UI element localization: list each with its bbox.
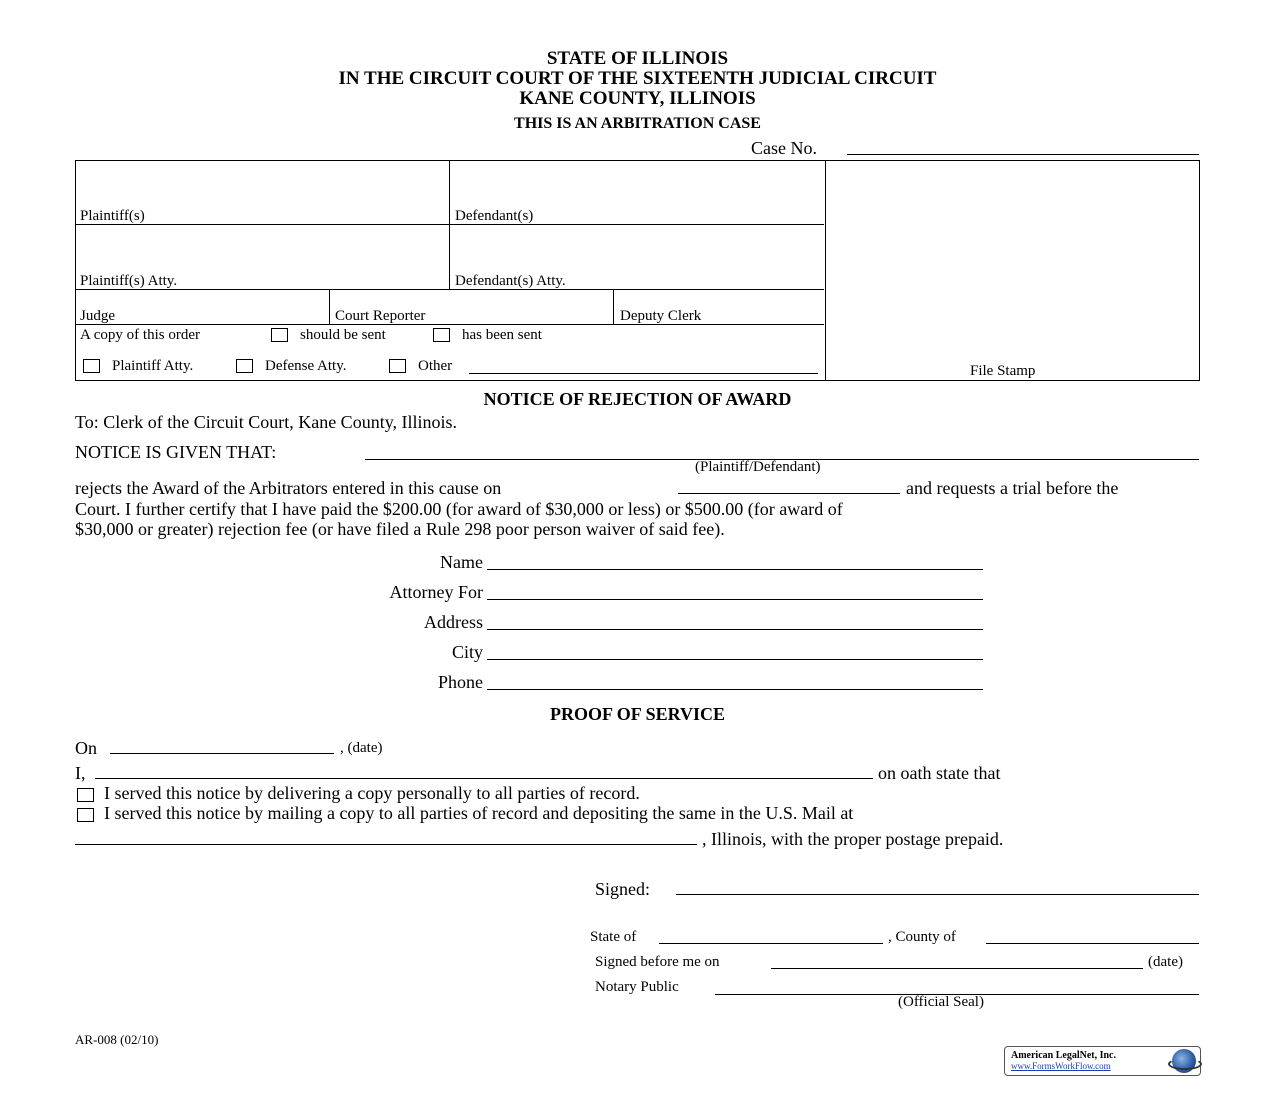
copy-order-label: A copy of this order bbox=[80, 327, 200, 343]
notary-date-field[interactable] bbox=[771, 968, 1143, 969]
other-label: Other bbox=[418, 358, 453, 374]
defendants-label: Defendant(s) bbox=[455, 208, 534, 224]
i-label: I, bbox=[75, 763, 86, 783]
name-field[interactable] bbox=[487, 569, 983, 570]
award-date-field[interactable] bbox=[678, 493, 900, 494]
notary-label: Notary Public bbox=[595, 979, 679, 995]
mail-city-field[interactable] bbox=[75, 844, 697, 845]
served-mail-checkbox[interactable] bbox=[77, 808, 94, 822]
phone-field[interactable] bbox=[487, 689, 983, 690]
oath-label: on oath state that bbox=[878, 763, 1001, 783]
state-of-label: State of bbox=[590, 929, 637, 945]
plaintiff-atty-checkbox[interactable] bbox=[83, 359, 100, 373]
state-field[interactable] bbox=[659, 943, 883, 944]
address-label: Address bbox=[424, 612, 483, 632]
deputy-clerk-label: Deputy Clerk bbox=[620, 308, 702, 324]
case-no-field[interactable] bbox=[847, 154, 1199, 155]
header-county: KANE COUNTY, ILLINOIS bbox=[519, 88, 756, 109]
publisher-logo[interactable] bbox=[1004, 1046, 1201, 1076]
illinois-label: , Illinois, with the proper postage prepaid. bbox=[702, 829, 1004, 849]
city-field[interactable] bbox=[487, 659, 983, 660]
divider bbox=[75, 289, 824, 290]
divider bbox=[613, 289, 614, 324]
caption-box bbox=[75, 160, 826, 381]
served-personal-checkbox[interactable] bbox=[77, 788, 94, 802]
file-stamp-box bbox=[824, 160, 1200, 381]
divider bbox=[329, 289, 330, 324]
divider bbox=[75, 324, 824, 325]
court-reporter-label: Court Reporter bbox=[335, 308, 426, 324]
logo-url[interactable]: www.FormsWorkFlow.com bbox=[1011, 1061, 1111, 1071]
file-stamp-label: File Stamp bbox=[970, 363, 1036, 379]
notice-to: To: Clerk of the Circuit Court, Kane County, Illinois. bbox=[75, 412, 458, 432]
defendants-atty-label: Defendant(s) Atty. bbox=[455, 273, 566, 289]
attorney-for-field[interactable] bbox=[487, 599, 983, 600]
defense-atty-label: Defense Atty. bbox=[265, 358, 347, 374]
county-field[interactable] bbox=[986, 943, 1199, 944]
notice-title: NOTICE OF REJECTION OF AWARD bbox=[483, 389, 792, 409]
phone-label: Phone bbox=[438, 672, 483, 692]
server-name-field[interactable] bbox=[95, 778, 873, 779]
date-label: (date) bbox=[1148, 954, 1183, 970]
attorney-for-label: Attorney For bbox=[389, 582, 483, 602]
form-number: AR-008 (02/10) bbox=[75, 1032, 159, 1047]
city-label: City bbox=[451, 642, 483, 662]
date-paren: , (date) bbox=[340, 740, 383, 756]
logo-name: American LegalNet, Inc. bbox=[1011, 1050, 1116, 1061]
plaintiff-atty-label: Plaintiff Atty. bbox=[112, 358, 194, 374]
should-be-sent-label: should be sent bbox=[300, 327, 386, 343]
proof-title: PROOF OF SERVICE bbox=[549, 704, 726, 724]
notice-body-1a: rejects the Award of the Arbitrators entered in this cause on bbox=[75, 478, 502, 498]
globe-icon bbox=[1172, 1049, 1196, 1073]
notice-given-label: NOTICE IS GIVEN THAT: bbox=[75, 442, 277, 462]
other-checkbox[interactable] bbox=[389, 359, 406, 373]
header-arbitration: THIS IS AN ARBITRATION CASE bbox=[514, 115, 761, 132]
plaintiffs-atty-label: Plaintiff(s) Atty. bbox=[80, 273, 178, 289]
county-of-label: , County of bbox=[888, 929, 956, 945]
judge-label: Judge bbox=[80, 308, 115, 324]
notice-body-3: $30,000 or greater) rejection fee (or have filed a Rule 298 poor person waiver of said fee). bbox=[75, 519, 725, 539]
has-been-sent-label: has been sent bbox=[462, 327, 542, 343]
notice-body-1b: and requests a trial before the bbox=[906, 478, 1119, 498]
should-be-sent-checkbox[interactable] bbox=[271, 328, 288, 342]
name-label: Name bbox=[440, 552, 483, 572]
notice-body-2: Court. I further certify that I have paid the $200.00 (for award of $30,000 or less) or $500.00 (for award of bbox=[75, 499, 843, 519]
divider bbox=[449, 160, 450, 290]
header-court: IN THE CIRCUIT COURT OF THE SIXTEENTH JUDICIAL CIRCUIT bbox=[338, 68, 937, 89]
has-been-sent-checkbox[interactable] bbox=[433, 328, 450, 342]
header-state: STATE OF ILLINOIS bbox=[546, 48, 729, 69]
service-date-field[interactable] bbox=[110, 753, 334, 754]
served-personal-label: I served this notice by delivering a copy personally to all parties of record. bbox=[104, 783, 640, 803]
plaintiffs-label: Plaintiff(s) bbox=[80, 208, 145, 224]
address-field[interactable] bbox=[487, 629, 983, 630]
official-seal-label: (Official Seal) bbox=[898, 994, 984, 1010]
case-no-label: Case No. bbox=[751, 138, 817, 158]
divider bbox=[75, 224, 824, 225]
other-field[interactable] bbox=[469, 373, 818, 374]
defense-atty-checkbox[interactable] bbox=[236, 359, 253, 373]
served-mail-label: I served this notice by mailing a copy to all parties of record and depositing the same in the U.S. Mail at bbox=[104, 803, 854, 823]
party-caption: (Plaintiff/Defendant) bbox=[695, 459, 821, 475]
signed-before-label: Signed before me on bbox=[595, 954, 720, 970]
signature-field[interactable] bbox=[676, 894, 1199, 895]
on-label: On bbox=[75, 738, 97, 758]
signed-label: Signed: bbox=[595, 879, 651, 899]
